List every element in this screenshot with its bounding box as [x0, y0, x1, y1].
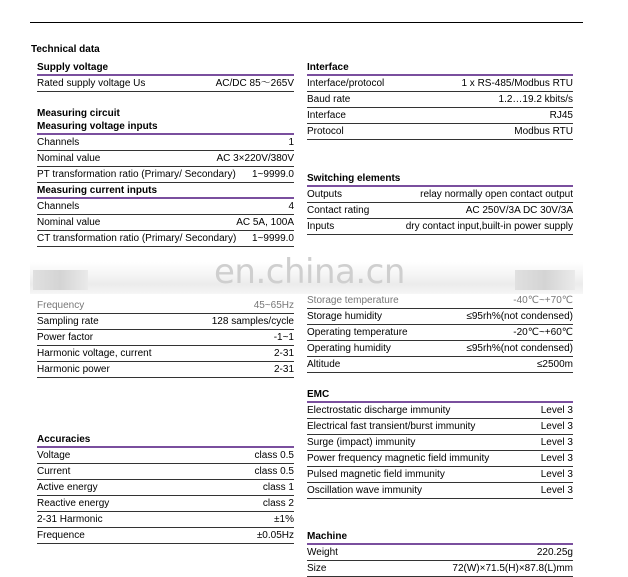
table-row: Pulsed magnetic field immunity Level 3: [307, 467, 573, 483]
table-row: Storage temperature -40℃~+70℃: [307, 293, 573, 309]
table-row: Baud rate 1.2…19.2 kbits/s: [307, 92, 573, 108]
table-row: Weight 220.25g: [307, 545, 573, 561]
table-row: Sampling rate 128 samples/cycle: [37, 314, 294, 330]
table-row: PT transformation ratio (Primary/ Secondary) 1~9999.0: [37, 167, 294, 183]
table-row: Oscillation wave immunity Level 3: [307, 483, 573, 499]
table-row: Channels 1: [37, 135, 294, 151]
table-row: Operating temperature -20℃~+60℃: [307, 325, 573, 341]
table-row: Storage humidity ≤95rh%(not condensed): [307, 309, 573, 325]
watermark-smudge: [515, 270, 575, 290]
table-row: Protocol Modbus RTU: [307, 124, 573, 140]
document-title: Technical data: [31, 44, 100, 55]
top-rule: [30, 22, 583, 23]
table-row: Surge (impact) immunity Level 3: [307, 435, 573, 451]
table-row: Harmonic power 2-31: [37, 362, 294, 378]
table-row: Active energy class 1: [37, 480, 294, 496]
right-column: [307, 60, 573, 577]
section-heading-switching: Switching elements: [307, 171, 573, 187]
table-row: Channels 4: [37, 199, 294, 215]
table-row: Interface/protocol 1 x RS-485/Modbus RTU: [307, 76, 573, 92]
table-row: Operating humidity ≤95rh%(not condensed): [307, 341, 573, 357]
section-heading-interface: Interface: [307, 60, 573, 76]
table-row: Power factor -1~1: [37, 330, 294, 346]
watermark-text: en.china.cn: [214, 252, 405, 292]
table-row: Electrical fast transient/burst immunity Level 3: [307, 419, 573, 435]
table-row: Frequency 45~65Hz: [37, 298, 294, 314]
table-row: Electrostatic discharge immunity Level 3: [307, 403, 573, 419]
table-row: Rated supply voltage Us AC/DC 85～265V: [37, 76, 294, 92]
table-row: CT transformation ratio (Primary/ Secondary) 1~9999.0: [37, 231, 294, 247]
table-row: Contact rating AC 250V/3A DC 30V/3A: [307, 203, 573, 219]
table-row: Interface RJ45: [307, 108, 573, 124]
table-row: Outputs relay normally open contact output: [307, 187, 573, 203]
table-row: Harmonic voltage, current 2-31: [37, 346, 294, 362]
table-row: Altitude ≤2500m: [307, 357, 573, 373]
watermark-smudge: [33, 270, 88, 290]
section-heading-machine: Machine: [307, 529, 573, 545]
subsection-heading-voltage: Measuring voltage inputs: [37, 119, 294, 135]
table-row: Nominal value AC 3×220V/380V: [37, 151, 294, 167]
section-heading-emc: EMC: [307, 387, 573, 403]
table-row: Frequence ±0.05Hz: [37, 528, 294, 544]
table-row: Power frequency magnetic field immunity Level 3: [307, 451, 573, 467]
section-heading-supply: Supply voltage: [37, 60, 294, 76]
left-column: [37, 60, 294, 544]
table-row: Inputs dry contact input,built-in power supply: [307, 219, 573, 235]
table-row: Voltage class 0.5: [37, 448, 294, 464]
table-row: Reactive energy class 2: [37, 496, 294, 512]
subsection-heading-current: Measuring current inputs: [37, 183, 294, 199]
table-row: Nominal value AC 5A, 100A: [37, 215, 294, 231]
section-heading-accuracies: Accuracies: [37, 432, 294, 448]
section-heading-measuring: Measuring circuit: [37, 108, 120, 119]
table-row: 2-31 Harmonic ±1%: [37, 512, 294, 528]
table-row: Size 72(W)×71.5(H)×87.8(L)mm: [307, 561, 573, 577]
table-row: Current class 0.5: [37, 464, 294, 480]
